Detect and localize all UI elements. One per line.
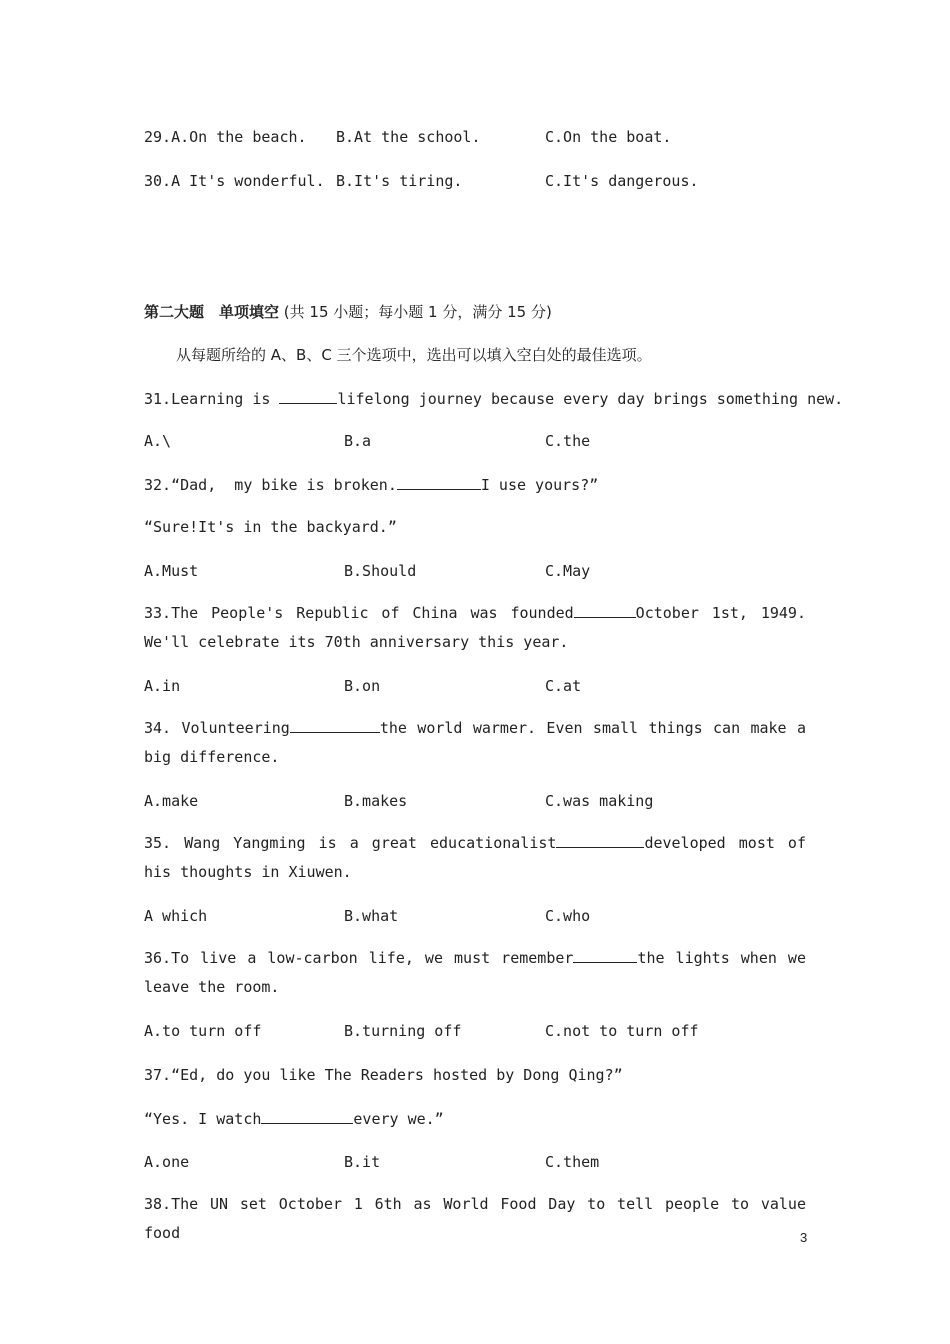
q35-option-c: C.who <box>545 907 591 925</box>
q30-option-c: C.It's dangerous. <box>545 172 699 190</box>
q36-option-a: A.to turn off <box>144 1022 262 1040</box>
q37-reply-end: every we.” <box>353 1110 444 1128</box>
q33-option-b: B.on <box>344 677 381 695</box>
q35-stem <box>144 829 806 887</box>
q31-option-a: A.\ <box>144 432 172 450</box>
q32-stem-start: 32.“Dad, my bike is broken. <box>144 476 397 494</box>
q30-option-b: B.It's tiring. <box>336 172 463 190</box>
q37-question: 37.“Ed, do you like The Readers hosted by Dong Qing?” <box>144 1066 623 1084</box>
q37-reply <box>144 1108 444 1129</box>
q35-stem-end: developed most of his thoughts in Xiuwen. <box>144 834 806 881</box>
q37-blank <box>261 1108 353 1124</box>
q34-blank <box>290 717 380 733</box>
q35-blank <box>556 832 644 848</box>
q33-stem-start: 33.The People's Republic of China was founded <box>144 604 574 622</box>
section-instruction: 从每题所给的 A、B、C 三个选项中，选出可以填入空白处的最佳选项。 <box>176 346 652 364</box>
q34-option-c: C.was making <box>545 792 654 810</box>
q32-option-b: B.Should <box>344 562 417 580</box>
q36-stem <box>144 944 806 1002</box>
q32-option-a: A.Must <box>144 562 199 580</box>
page-number: 3 <box>800 1230 808 1245</box>
q32-blank <box>397 474 481 490</box>
q37-reply-start: “Yes. I watch <box>144 1110 262 1128</box>
q35-option-a: A which <box>144 907 208 925</box>
q33-blank <box>574 602 636 618</box>
q38-stem: 38.The UN set October 1 6th as World Food Day to tell people to value food <box>144 1195 806 1242</box>
q36-stem-start: 36.To live a low-carbon life, we must remember <box>144 949 574 967</box>
q36-blank <box>573 947 637 963</box>
q31-option-c: C.the <box>545 432 591 450</box>
q36-stem-end: the lights when we leave the room. <box>144 949 806 996</box>
q33-stem <box>144 599 806 657</box>
q33-option-a: A.in <box>144 677 181 695</box>
q31-stem-end: lifelong journey because every day brings something new. <box>337 390 844 408</box>
q34-stem <box>144 714 806 772</box>
q36-option-b: B.turning off <box>344 1022 462 1040</box>
q35-option-b: B.what <box>344 907 399 925</box>
q36-option-c: C.not to turn off <box>545 1022 699 1040</box>
q32-stem-end: I use yours?” <box>480 476 599 494</box>
q31-option-b: B.a <box>344 432 372 450</box>
q31-blank <box>279 388 337 404</box>
q34-option-b: B.makes <box>344 792 408 810</box>
section-heading <box>144 301 552 322</box>
section-note: (共 15 小题；每小题 1 分，满分 15 分) <box>283 303 552 321</box>
section-title: 第二大题 单项填空 <box>144 303 280 321</box>
q31-stem <box>144 388 843 409</box>
q34-stem-end: the world warmer. Even small things can make a big difference. <box>144 719 806 766</box>
q29-option-b: B.At the school. <box>336 128 481 146</box>
q32-option-c: C.May <box>545 562 591 580</box>
q29-option-a: 29.A.On the beach. <box>144 128 307 146</box>
q37-option-a: A.one <box>144 1153 190 1171</box>
q29-option-c: C.On the boat. <box>545 128 672 146</box>
q33-stem-end: October 1st, 1949. We'll celebrate its 70th anniversary this year. <box>144 604 806 651</box>
q32-stem <box>144 474 598 495</box>
q30-option-a: 30.A It's wonderful. <box>144 172 325 190</box>
q34-stem-start: 34. Volunteering <box>144 719 290 737</box>
q37-option-c: C.them <box>545 1153 600 1171</box>
q33-option-c: C.at <box>545 677 582 695</box>
q34-option-a: A.make <box>144 792 199 810</box>
q32-reply: “Sure!It's in the backyard.” <box>144 518 397 536</box>
q31-stem-start: 31.Learning is <box>144 390 280 408</box>
q35-stem-start: 35. Wang Yangming is a great educationalist <box>144 834 557 852</box>
q37-option-b: B.it <box>344 1153 381 1171</box>
